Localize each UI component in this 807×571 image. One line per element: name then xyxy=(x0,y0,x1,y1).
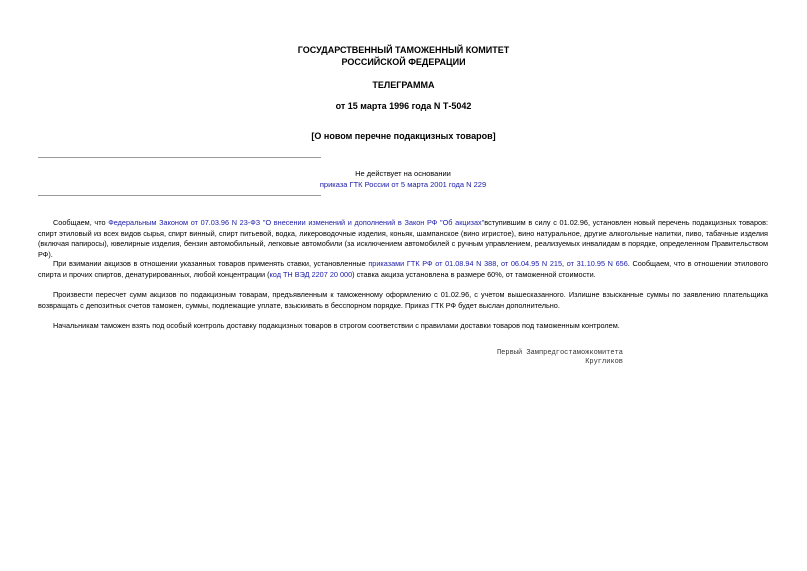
paragraph-2-text-b: . Сообщаем, что в отношении этилового спирта и прочих спиртов, денатурированных, любой концентрации ( xyxy=(38,259,769,279)
org-name-line2: РОССИЙСКОЙ ФЕДЕРАЦИИ xyxy=(341,57,466,67)
paragraph-4: Начальникам таможен взять под особый контроль доставку подакцизных товаров в строгом соответствии с правилами доставки товаров под таможенным контролем. xyxy=(53,321,620,330)
federal-law-link[interactable]: Федеральным Законом от 07.03.96 N 23-ФЗ "О внесении изменений и дополнений в Закон РФ "Об акцизах" xyxy=(108,218,485,227)
order-215-link[interactable]: от 06.04.95 N 215 xyxy=(500,259,563,268)
paragraph-1 xyxy=(38,218,768,260)
tn-ved-code-link[interactable]: код ТН ВЭД 2207 20 000 xyxy=(269,269,353,279)
divider-top xyxy=(38,157,321,158)
document-date: от 15 марта 1996 года N Т-5042 xyxy=(335,101,472,111)
paragraph-2 xyxy=(38,259,768,280)
paragraph-2-sep-1: , xyxy=(496,259,501,268)
paragraph-2-text-a: При взимании акцизов в отношении указанных товаров применять ставки, установленные xyxy=(53,259,369,268)
divider-bottom xyxy=(38,195,321,196)
paragraph-1-text-b: вступившим в силу с 01.02.96, установлен новый перечень подакцизных товаров: спирт этиловый из всех видов сырья, спирт винный, спирт питьевой, водка, ликероводочные изделия, коньяк, шампанское (вино игристое), вино натуральное, другие алкогольные напитки, пиво, табачные изделия (включая папиросы), ювелирные изделия, бензин автомобильный, легковые автомобили (за исключением автомобилей с ручным управлением, реализуемых инвалидам в порядке, определенном Правительством РФ). xyxy=(38,218,768,259)
document-title: [О новом перечне подакцизных товаров] xyxy=(311,131,496,141)
order-656-link[interactable]: от 31.10.95 N 656 xyxy=(566,259,628,268)
signature-name: Кругликов xyxy=(585,358,623,366)
paragraph-2-text-c: ) ставка акциза установлена в размере 60%, от таможенной стоимости. xyxy=(352,269,596,279)
paragraph-1-text-a: Сообщаем, что xyxy=(53,218,109,227)
org-name-line1: ГОСУДАРСТВЕННЫЙ ТАМОЖЕННЫЙ КОМИТЕТ xyxy=(297,45,510,55)
signature-position: Первый Зампредгостаможкомитета xyxy=(496,349,623,357)
status-note-link[interactable]: приказа ГТК России от 5 марта 2001 года N 229 xyxy=(319,180,487,189)
document-type: ТЕЛЕГРАММА xyxy=(372,80,435,90)
status-note-text: Не действует на основании xyxy=(355,169,451,178)
status-note-line2 xyxy=(230,180,576,190)
paragraph-3: Произвести пересчет сумм акцизов по подакцизным товарам, предъявленным к таможенному оформлению с 01.02.96, с учетом вышесказанного. Излишне взысканные суммы по заявлению плательщика возвращать с депозитных счетов таможен, суммы, подлежащие уплате, взыскивать в бесспорном порядке. Приказ ГТК РФ будет выслан дополнительно. xyxy=(38,290,768,310)
order-388-link[interactable]: приказами ГТК РФ от 01.08.94 N 388 xyxy=(368,259,497,268)
paragraph-2-sep-2: , xyxy=(562,259,567,268)
